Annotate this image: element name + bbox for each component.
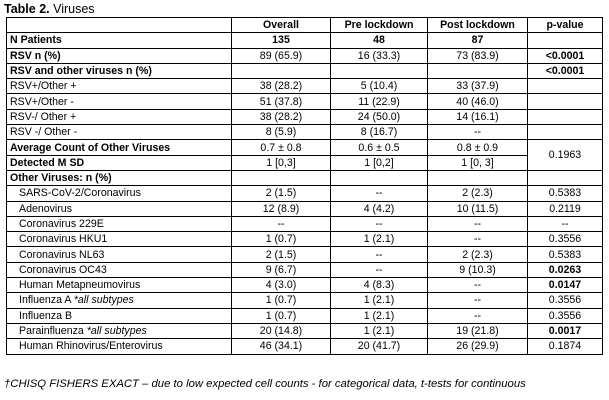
cell-p-value: 0.5383 [528, 247, 603, 262]
cell-overall [232, 63, 331, 78]
cell-overall: 1 (0.7) [232, 232, 331, 247]
row-label-text: Coronavirus HKU1 [19, 233, 108, 246]
cell-overall: 4 (3.0) [232, 278, 331, 293]
cell-p-value: 0.0147 [528, 278, 603, 293]
table-row [7, 278, 603, 293]
row-label-text: Average Count of Other Viruses [10, 141, 171, 154]
cell-overall: 38 (28.2) [232, 79, 331, 94]
cell-post-lockdown: 40 (46.0) [428, 94, 528, 109]
cell-p-value: 0.0263 [528, 262, 603, 277]
cell-overall: 38 (28.2) [232, 109, 331, 124]
cell-p-value [528, 94, 603, 109]
cell-p-value [528, 33, 603, 48]
row-label [7, 48, 232, 63]
cell-pre-lockdown [331, 63, 428, 78]
cell-overall: 0.7 ± 0.8 [232, 140, 331, 155]
table-row [7, 247, 603, 262]
virus-table [6, 17, 603, 355]
cell-post-lockdown: 33 (37.9) [428, 79, 528, 94]
row-label-text: RSV+/Other - [10, 95, 74, 108]
cell-post-lockdown: 0.8 ± 0.9 [428, 140, 528, 155]
table-row [7, 216, 603, 231]
row-label [7, 109, 232, 124]
row-label-text: RSV -/ Other - [10, 126, 78, 139]
row-label-text: RSV n (%) [10, 49, 61, 62]
cell-overall: 2 (1.5) [232, 247, 331, 262]
row-label [7, 125, 232, 140]
cell-post-lockdown [428, 63, 528, 78]
cell-post-lockdown: 2 (2.3) [428, 247, 528, 262]
row-label-text: RSV-/ Other + [10, 110, 77, 123]
row-label-text: Parainfluenza [19, 325, 87, 338]
cell-p-value [528, 79, 603, 94]
cell-post-lockdown: -- [428, 293, 528, 308]
table-row [7, 186, 603, 201]
cell-post-lockdown: 26 (29.9) [428, 339, 528, 354]
cell-pre-lockdown: 4 (4.2) [331, 201, 428, 216]
table-number: Table 2. [4, 2, 50, 16]
table-row [7, 339, 603, 354]
row-label-text: RSV and other viruses n (%) [10, 65, 152, 78]
cell-pre-lockdown: 20 (41.7) [331, 339, 428, 354]
row-label [7, 155, 232, 170]
cell-post-lockdown: 1 [0, 3] [428, 155, 528, 170]
table-row [7, 201, 603, 216]
table-row [7, 33, 603, 48]
header-p-value: p-value [528, 18, 603, 33]
row-label [7, 33, 232, 48]
cell-post-lockdown: 73 (83.9) [428, 48, 528, 63]
cell-pre-lockdown: 16 (33.3) [331, 48, 428, 63]
row-label-text: N Patients [10, 34, 62, 47]
cell-overall: 89 (65.9) [232, 48, 331, 63]
cell-pre-lockdown: 0.6 ± 0.5 [331, 140, 428, 155]
row-label-text: Human Metapneumovirus [19, 279, 141, 292]
cell-p-value: -- [528, 216, 603, 231]
table-row [7, 293, 603, 308]
cell-p-value: 0.3556 [528, 308, 603, 323]
cell-overall: 9 (6.7) [232, 262, 331, 277]
cell-pre-lockdown: 24 (50.0) [331, 109, 428, 124]
row-label [7, 201, 232, 216]
row-label-note: *all subtypes [73, 294, 134, 307]
cell-overall: 1 (0.7) [232, 308, 331, 323]
cell-pre-lockdown: 4 (8.3) [331, 278, 428, 293]
row-label-text: RSV+/Other + [10, 80, 77, 93]
cell-pre-lockdown: 5 (10.4) [331, 79, 428, 94]
cell-overall: 20 (14.8) [232, 323, 331, 338]
cell-overall: 12 (8.9) [232, 201, 331, 216]
cell-post-lockdown [428, 170, 528, 185]
cell-pre-lockdown: 1 (2.1) [331, 232, 428, 247]
row-label-text: Coronavirus OC43 [19, 263, 107, 276]
cell-pre-lockdown: -- [331, 247, 428, 262]
header-overall: Overall [232, 18, 331, 33]
row-label [7, 247, 232, 262]
cell-post-lockdown: -- [428, 278, 528, 293]
row-label-text: Other Viruses: n (%) [10, 172, 112, 185]
cell-pre-lockdown: 11 (22.9) [331, 94, 428, 109]
footnote: †CHISQ FISHERS EXACT – due to low expected cell counts - for categorical data, t-tests for continuous [4, 378, 526, 390]
table-row [7, 155, 603, 170]
cell-p-value: 0.0017 [528, 323, 603, 338]
cell-pre-lockdown: 1 (2.1) [331, 293, 428, 308]
cell-pre-lockdown: 48 [331, 33, 428, 48]
cell-post-lockdown: -- [428, 216, 528, 231]
cell-p-value [528, 109, 603, 124]
cell-post-lockdown: 87 [428, 33, 528, 48]
cell-pre-lockdown: -- [331, 262, 428, 277]
table-row [7, 232, 603, 247]
table-row [7, 63, 603, 78]
cell-p-value: 0.1874 [528, 339, 603, 354]
cell-overall: 8 (5.9) [232, 125, 331, 140]
cell-p-value: 0.3556 [528, 293, 603, 308]
header-post-lockdown: Post lockdown [428, 18, 528, 33]
table-row [7, 323, 603, 338]
row-label [7, 216, 232, 231]
cell-overall: -- [232, 216, 331, 231]
cell-p-value: <0.0001 [528, 48, 603, 63]
row-label [7, 293, 232, 308]
cell-pre-lockdown [331, 170, 428, 185]
cell-post-lockdown: 9 (10.3) [428, 262, 528, 277]
cell-overall: 1 (0.7) [232, 293, 331, 308]
cell-post-lockdown: 14 (16.1) [428, 109, 528, 124]
cell-pre-lockdown: 8 (16.7) [331, 125, 428, 140]
row-label-text: SARS-CoV-2/Coronavirus [19, 187, 141, 200]
cell-p-value: <0.0001 [528, 63, 603, 78]
table-row [7, 140, 603, 155]
cell-overall: 2 (1.5) [232, 186, 331, 201]
cell-pre-lockdown: 1 [0,2] [331, 155, 428, 170]
cell-p-value [528, 170, 603, 185]
table-row [7, 262, 603, 277]
cell-post-lockdown: -- [428, 308, 528, 323]
row-label [7, 186, 232, 201]
cell-post-lockdown: 10 (11.5) [428, 201, 528, 216]
cell-post-lockdown: 19 (21.8) [428, 323, 528, 338]
cell-overall: 1 [0,3] [232, 155, 331, 170]
table-row [7, 79, 603, 94]
cell-p-value: 0.5383 [528, 186, 603, 201]
cell-p-value [528, 125, 603, 140]
row-label [7, 79, 232, 94]
cell-post-lockdown: -- [428, 232, 528, 247]
row-label-text: Coronavirus 229E [19, 218, 104, 230]
row-label [7, 323, 232, 338]
table-row [7, 308, 603, 323]
row-label [7, 63, 232, 78]
row-label [7, 308, 232, 323]
row-label [7, 94, 232, 109]
table-title [4, 2, 95, 16]
cell-overall: 46 (34.1) [232, 339, 331, 354]
cell-pre-lockdown: 1 (2.1) [331, 308, 428, 323]
row-label-note: *all subtypes [86, 325, 147, 338]
row-label-text: Human Rhinovirus/Enterovirus [19, 340, 163, 353]
cell-overall [232, 170, 331, 185]
row-label-text: Adenovirus [19, 202, 72, 215]
cell-overall: 51 (37.8) [232, 94, 331, 109]
header-row [7, 18, 603, 33]
row-label [7, 262, 232, 277]
row-label [7, 278, 232, 293]
row-label-text: Detected M SD [10, 156, 85, 169]
cell-p-value: 0.2119 [528, 201, 603, 216]
row-label-text: Influenza A [19, 294, 74, 307]
table-row [7, 125, 603, 140]
cell-pre-lockdown: -- [331, 216, 428, 231]
table-row [7, 170, 603, 185]
cell-overall: 135 [232, 33, 331, 48]
table-row [7, 48, 603, 63]
table-body [7, 33, 603, 354]
row-label [7, 170, 232, 185]
cell-p-value: 0.3556 [528, 232, 603, 247]
cell-post-lockdown: -- [428, 125, 528, 140]
cell-post-lockdown: 2 (2.3) [428, 186, 528, 201]
cell-p-value: 0.1963 [528, 140, 603, 171]
header-label [7, 18, 232, 33]
cell-pre-lockdown: 1 (2.1) [331, 323, 428, 338]
table-caption: Viruses [49, 2, 95, 16]
header-pre-lockdown: Pre lockdown [331, 18, 428, 33]
row-label [7, 140, 232, 155]
table-row [7, 109, 603, 124]
table-row [7, 94, 603, 109]
row-label [7, 232, 232, 247]
row-label-text: Coronavirus NL63 [19, 248, 105, 261]
cell-pre-lockdown: -- [331, 186, 428, 201]
row-label-text: Influenza B [19, 309, 73, 322]
row-label [7, 339, 232, 354]
